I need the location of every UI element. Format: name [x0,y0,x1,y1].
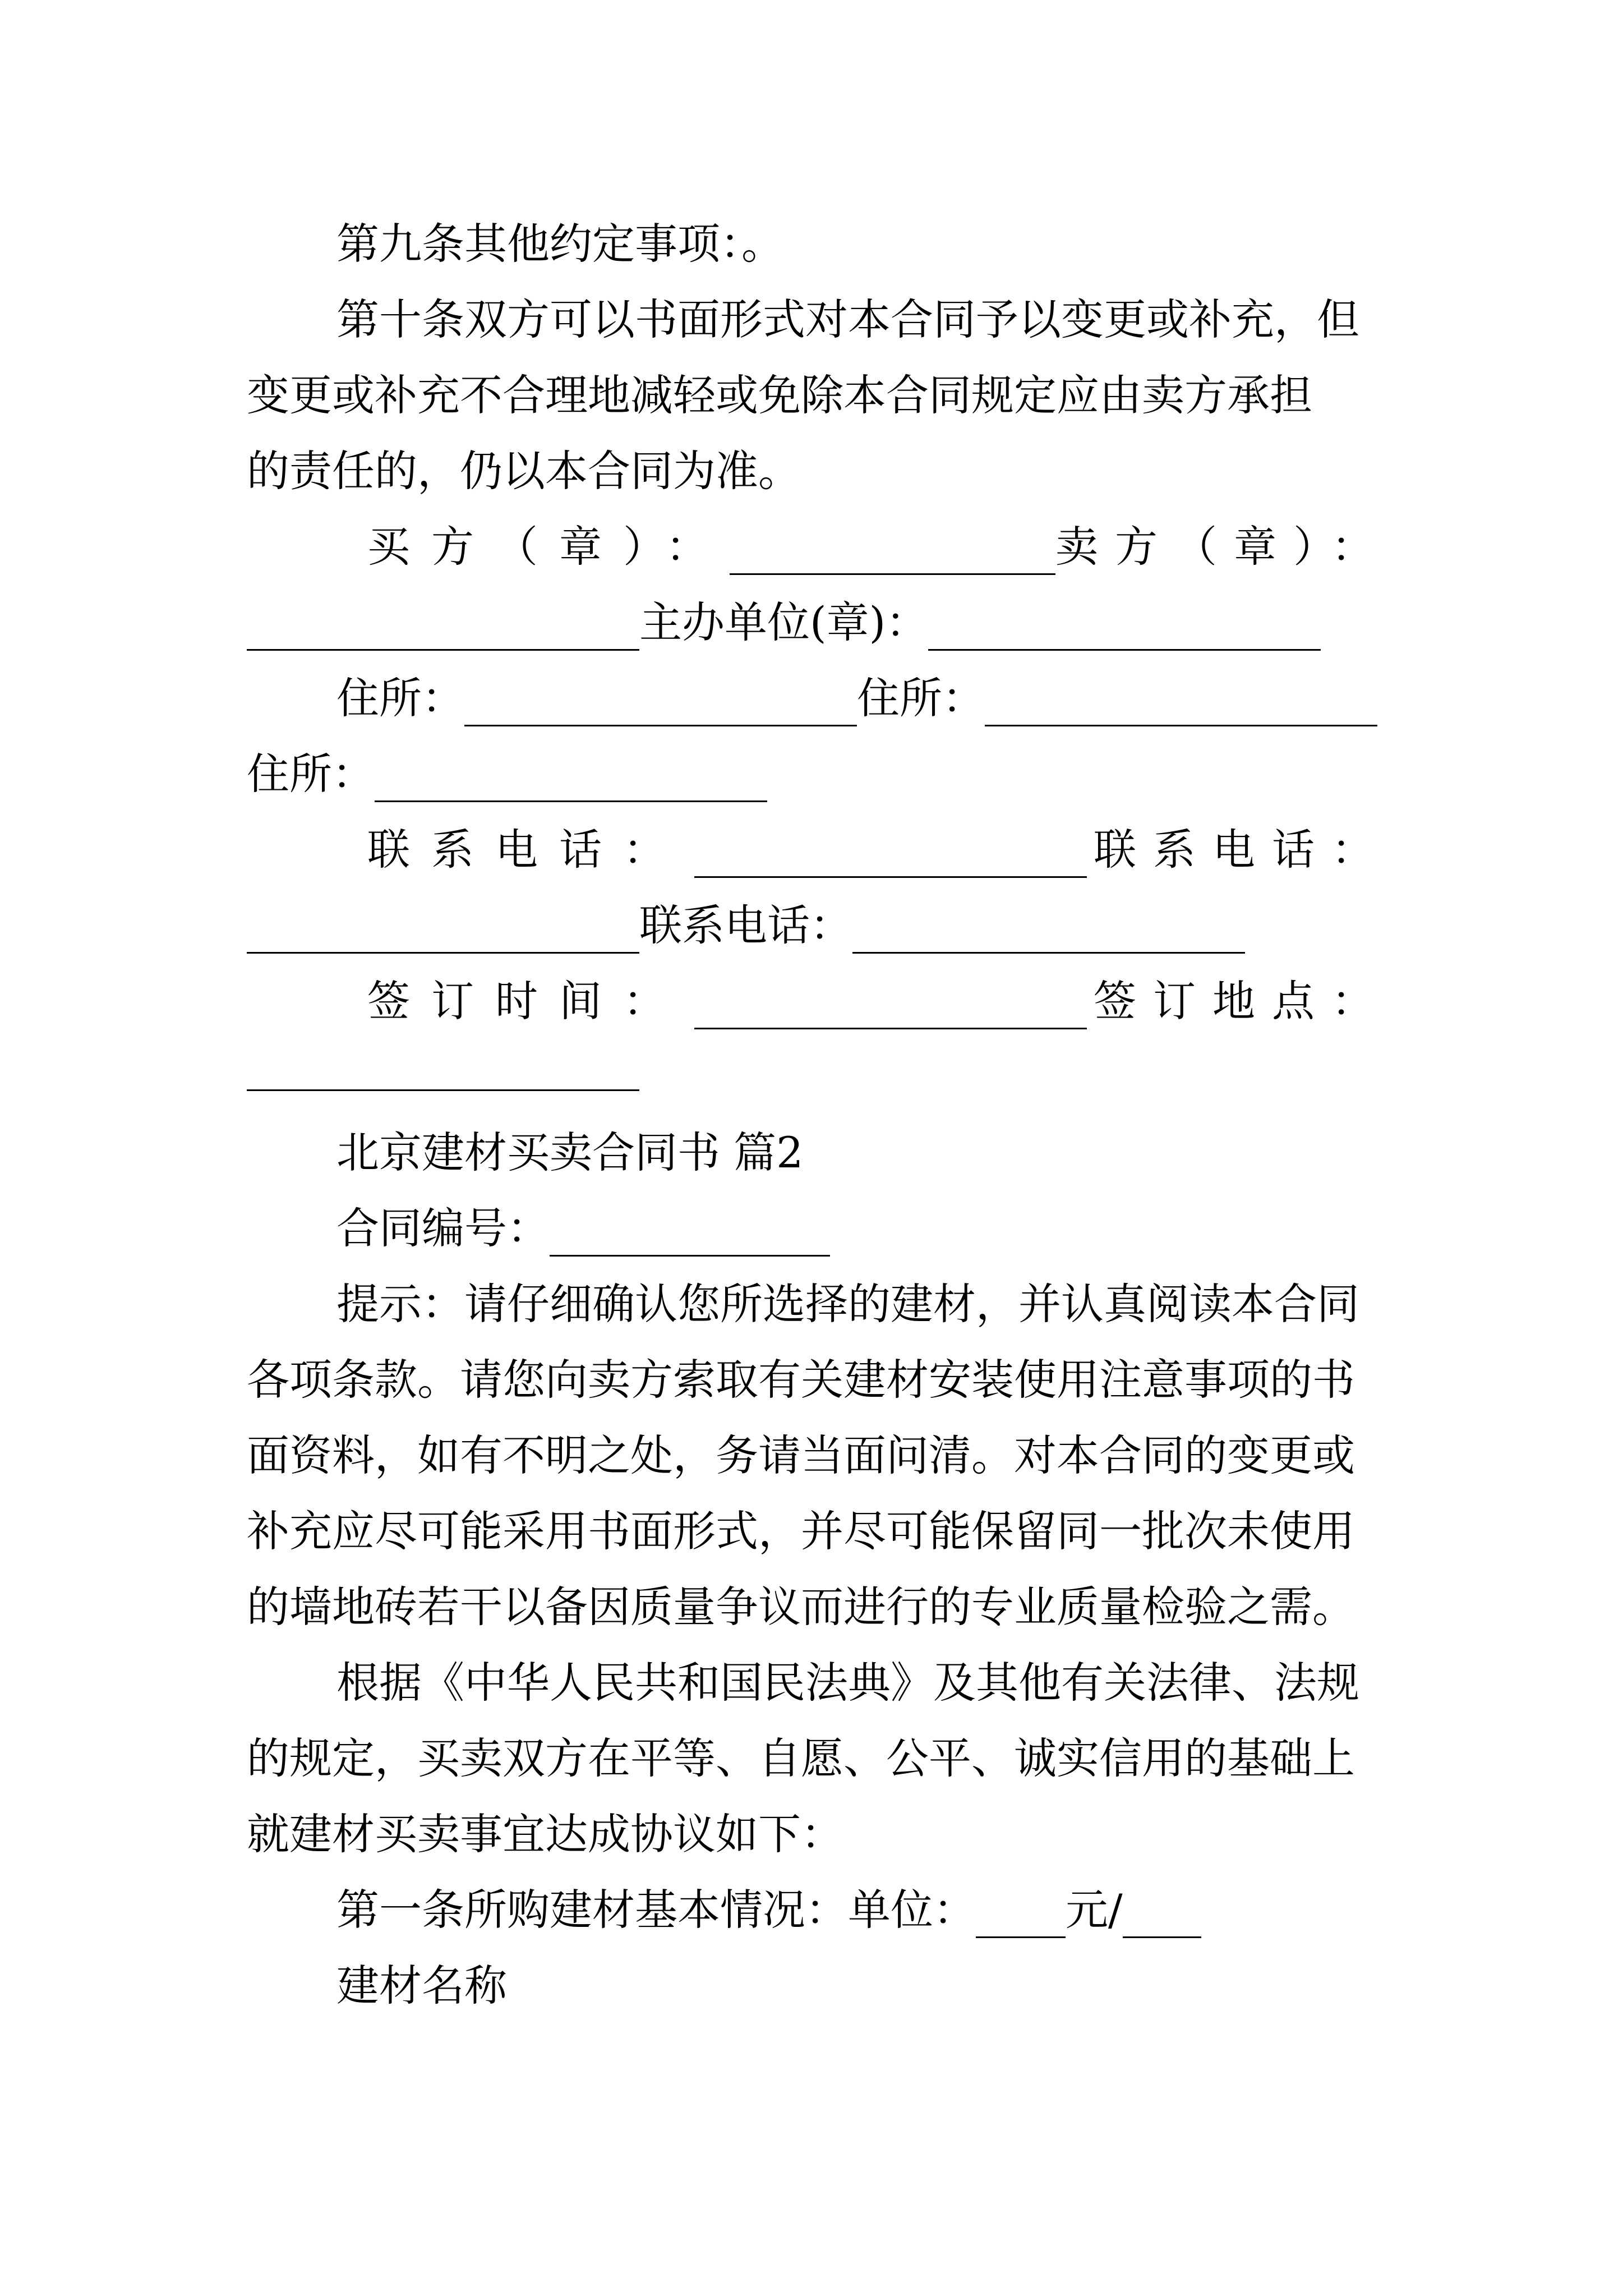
unit-price-suffix: 元/ [1066,1885,1123,1935]
organizer-row [247,595,1391,651]
seller-address-blank [985,684,1377,726]
article-9-line: 第九条其他约定事项：。 [336,219,784,269]
buyer-phone-label: 联系电话： [367,825,687,875]
article-1-row [247,1882,1391,1938]
basis-line-1: 根据《中华人民共和国民法典》及其他有关法律、法规 [336,1658,1359,1708]
unit-price-blank [976,1896,1066,1938]
hint-line-4: 补充应尽可能采用书面形式，并尽可能保留同一批次未使用 [247,1506,1355,1556]
hint-line-3: 面资料，如有不明之处，务请当面问清。对本合同的变更或 [247,1430,1355,1480]
sign-place-label: 签订地点： [1094,976,1391,1026]
sign-time-label: 签订时间： [367,976,687,1026]
seller-phone-blank [247,912,639,954]
hint-line-1: 提示：请仔细确认您所选择的建材，并认真阅读本合同 [336,1279,1359,1329]
sign-place-blank-row [247,1049,1391,1091]
seller-seal-label: 卖方（章）： [1055,522,1391,572]
phone-row [247,822,1391,878]
seller-address-label: 住所： [857,673,985,723]
address-row [247,670,1391,726]
organizer-seal-blank [928,609,1321,651]
organizer-phone-blank [852,912,1245,954]
sign-time-blank [694,987,1087,1029]
basis-line-3: 就建材买卖事宜达成协议如下： [247,1809,843,1859]
unit-blank [1123,1896,1201,1938]
organizer-phone-row [247,898,1391,954]
material-name-heading: 建材名称 [336,1961,507,2010]
buyer-address-blank [464,684,857,726]
buyer-phone-blank [694,836,1087,878]
organizer-address-blank [375,760,767,802]
contract-number-label: 合同编号： [336,1203,550,1253]
buyer-seal-blank [730,533,1055,575]
organizer-phone-label: 联系电话： [639,900,852,950]
buyer-seal-label: 买方（章）： [367,522,730,572]
contract-number-blank [550,1214,830,1257]
seller-phone-label: 联系电话： [1094,825,1391,875]
article-1-label: 第一条所购建材基本情况：单位： [336,1885,976,1935]
article-10-line-2: 变更或补充不合理地减轻或免除本合同规定应由卖方承担 [247,370,1312,420]
section-title: 北京建材买卖合同书 篇2 [336,1128,804,1177]
seal-row [247,519,1391,575]
buyer-address-label: 住所： [336,673,464,723]
article-10-line-3: 的责任的，仍以本合同为准。 [247,446,801,496]
sign-place-blank [247,1049,639,1091]
organizer-seal-label: 主办单位(章)： [639,597,929,647]
hint-line-5: 的墙地砖若干以备因质量争议而进行的专业质量检验之需。 [247,1582,1355,1632]
organizer-address-label: 住所： [247,749,375,799]
basis-line-2: 的规定，买卖双方在平等、自愿、公平、诚实信用的基础上 [247,1733,1355,1783]
signing-row [247,973,1391,1029]
hint-line-2: 各项条款。请您向卖方索取有关建材安装使用注意事项的书 [247,1355,1355,1405]
organizer-address-row [247,746,1391,802]
article-10-line-1: 第十条双方可以书面形式对本合同予以变更或补充，但 [336,295,1359,344]
contract-number-row [247,1200,1391,1257]
seller-seal-blank [247,609,639,651]
